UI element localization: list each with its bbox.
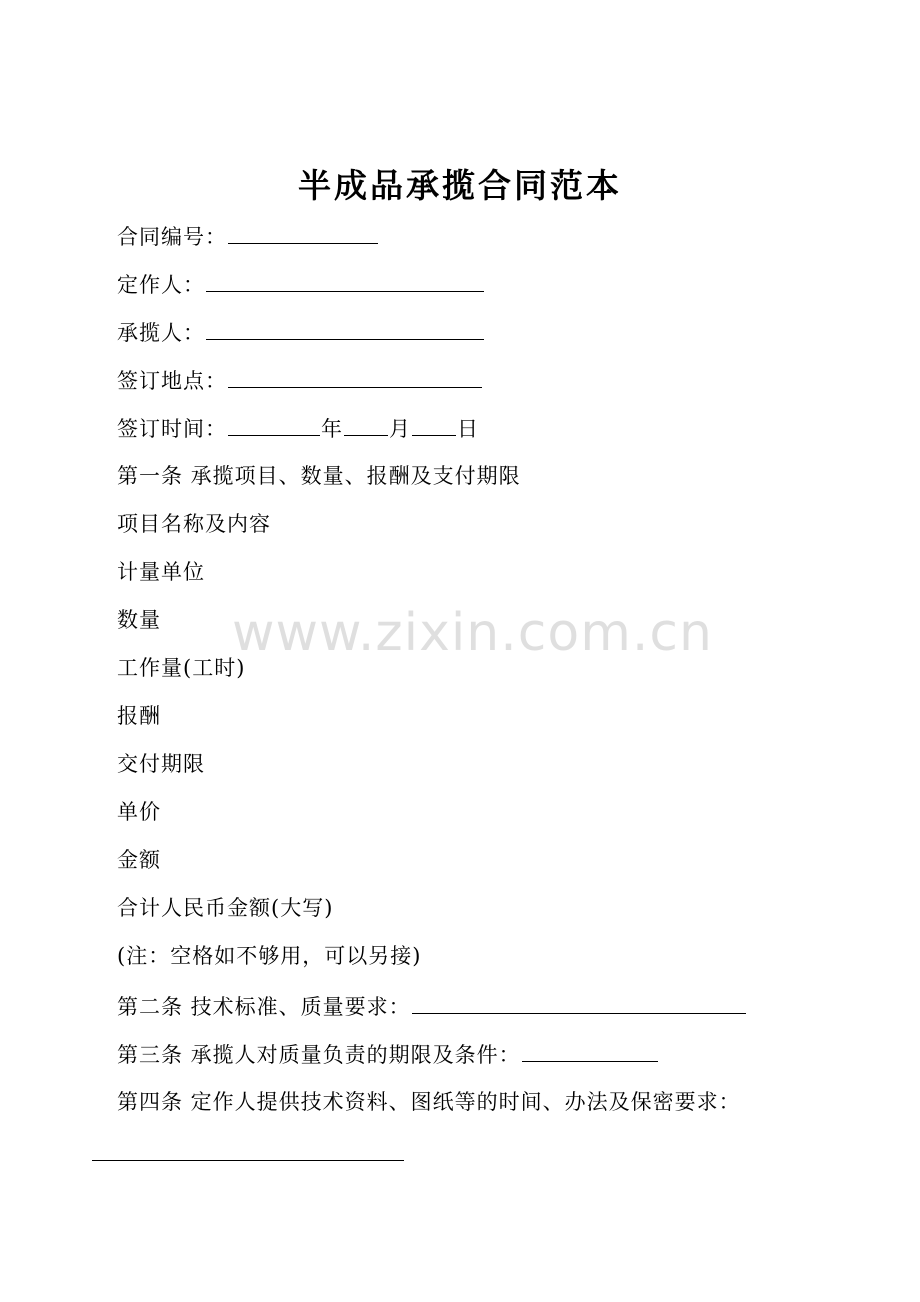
- sign-time-line: [117, 413, 479, 444]
- item-note: (注：空格如不够用，可以另接): [117, 944, 422, 968]
- item-quantity: 数量: [117, 608, 161, 632]
- item-unit: 计量单位: [117, 560, 205, 584]
- article-4-blank-line: [92, 1160, 404, 1161]
- article-3-blank: [522, 1039, 658, 1062]
- day-blank: [412, 413, 456, 436]
- sign-time-label: 签订时间：: [117, 417, 227, 441]
- article-2-line: [117, 991, 747, 1022]
- article-3-line: [117, 1039, 659, 1070]
- article-2-text: 第二条 技术标准、质量要求：: [117, 995, 411, 1019]
- year-label: 年: [321, 417, 343, 441]
- item-unit-price: 单价: [117, 800, 161, 824]
- client-blank: [206, 269, 484, 292]
- item-remuneration: 报酬: [117, 704, 161, 728]
- client-label: 定作人：: [117, 273, 205, 297]
- day-label: 日: [457, 417, 479, 441]
- document-title: 半成品承揽合同范本: [298, 166, 622, 205]
- article-1-heading: 第一条 承揽项目、数量、报酬及支付期限: [117, 464, 521, 488]
- sign-place-blank: [228, 365, 482, 388]
- sign-place-line: [117, 365, 483, 396]
- item-total-amount: 合计人民币金额(大写): [117, 896, 334, 920]
- contractor-label: 承揽人：: [117, 321, 205, 345]
- article-4-line: 第四条 定作人提供技术资料、图纸等的时间、办法及保密要求：: [117, 1090, 741, 1114]
- contract-number-label: 合同编号：: [117, 225, 227, 249]
- contract-number-blank: [228, 221, 378, 244]
- client-line: [117, 269, 485, 300]
- contract-number-line: [117, 221, 379, 252]
- watermark: www.zixin.com.cn: [232, 603, 713, 663]
- article-2-blank: [412, 991, 746, 1014]
- month-blank: [344, 413, 388, 436]
- item-delivery-deadline: 交付期限: [117, 752, 205, 776]
- sign-place-label: 签订地点：: [117, 369, 227, 393]
- month-label: 月: [389, 417, 411, 441]
- article-3-text: 第三条 承揽人对质量负责的期限及条件：: [117, 1043, 521, 1067]
- item-workload: 工作量(工时): [117, 656, 246, 680]
- contractor-line: [117, 317, 485, 348]
- item-amount: 金额: [117, 848, 161, 872]
- item-project-name: 项目名称及内容: [117, 512, 271, 536]
- contractor-blank: [206, 317, 484, 340]
- year-blank: [228, 413, 320, 436]
